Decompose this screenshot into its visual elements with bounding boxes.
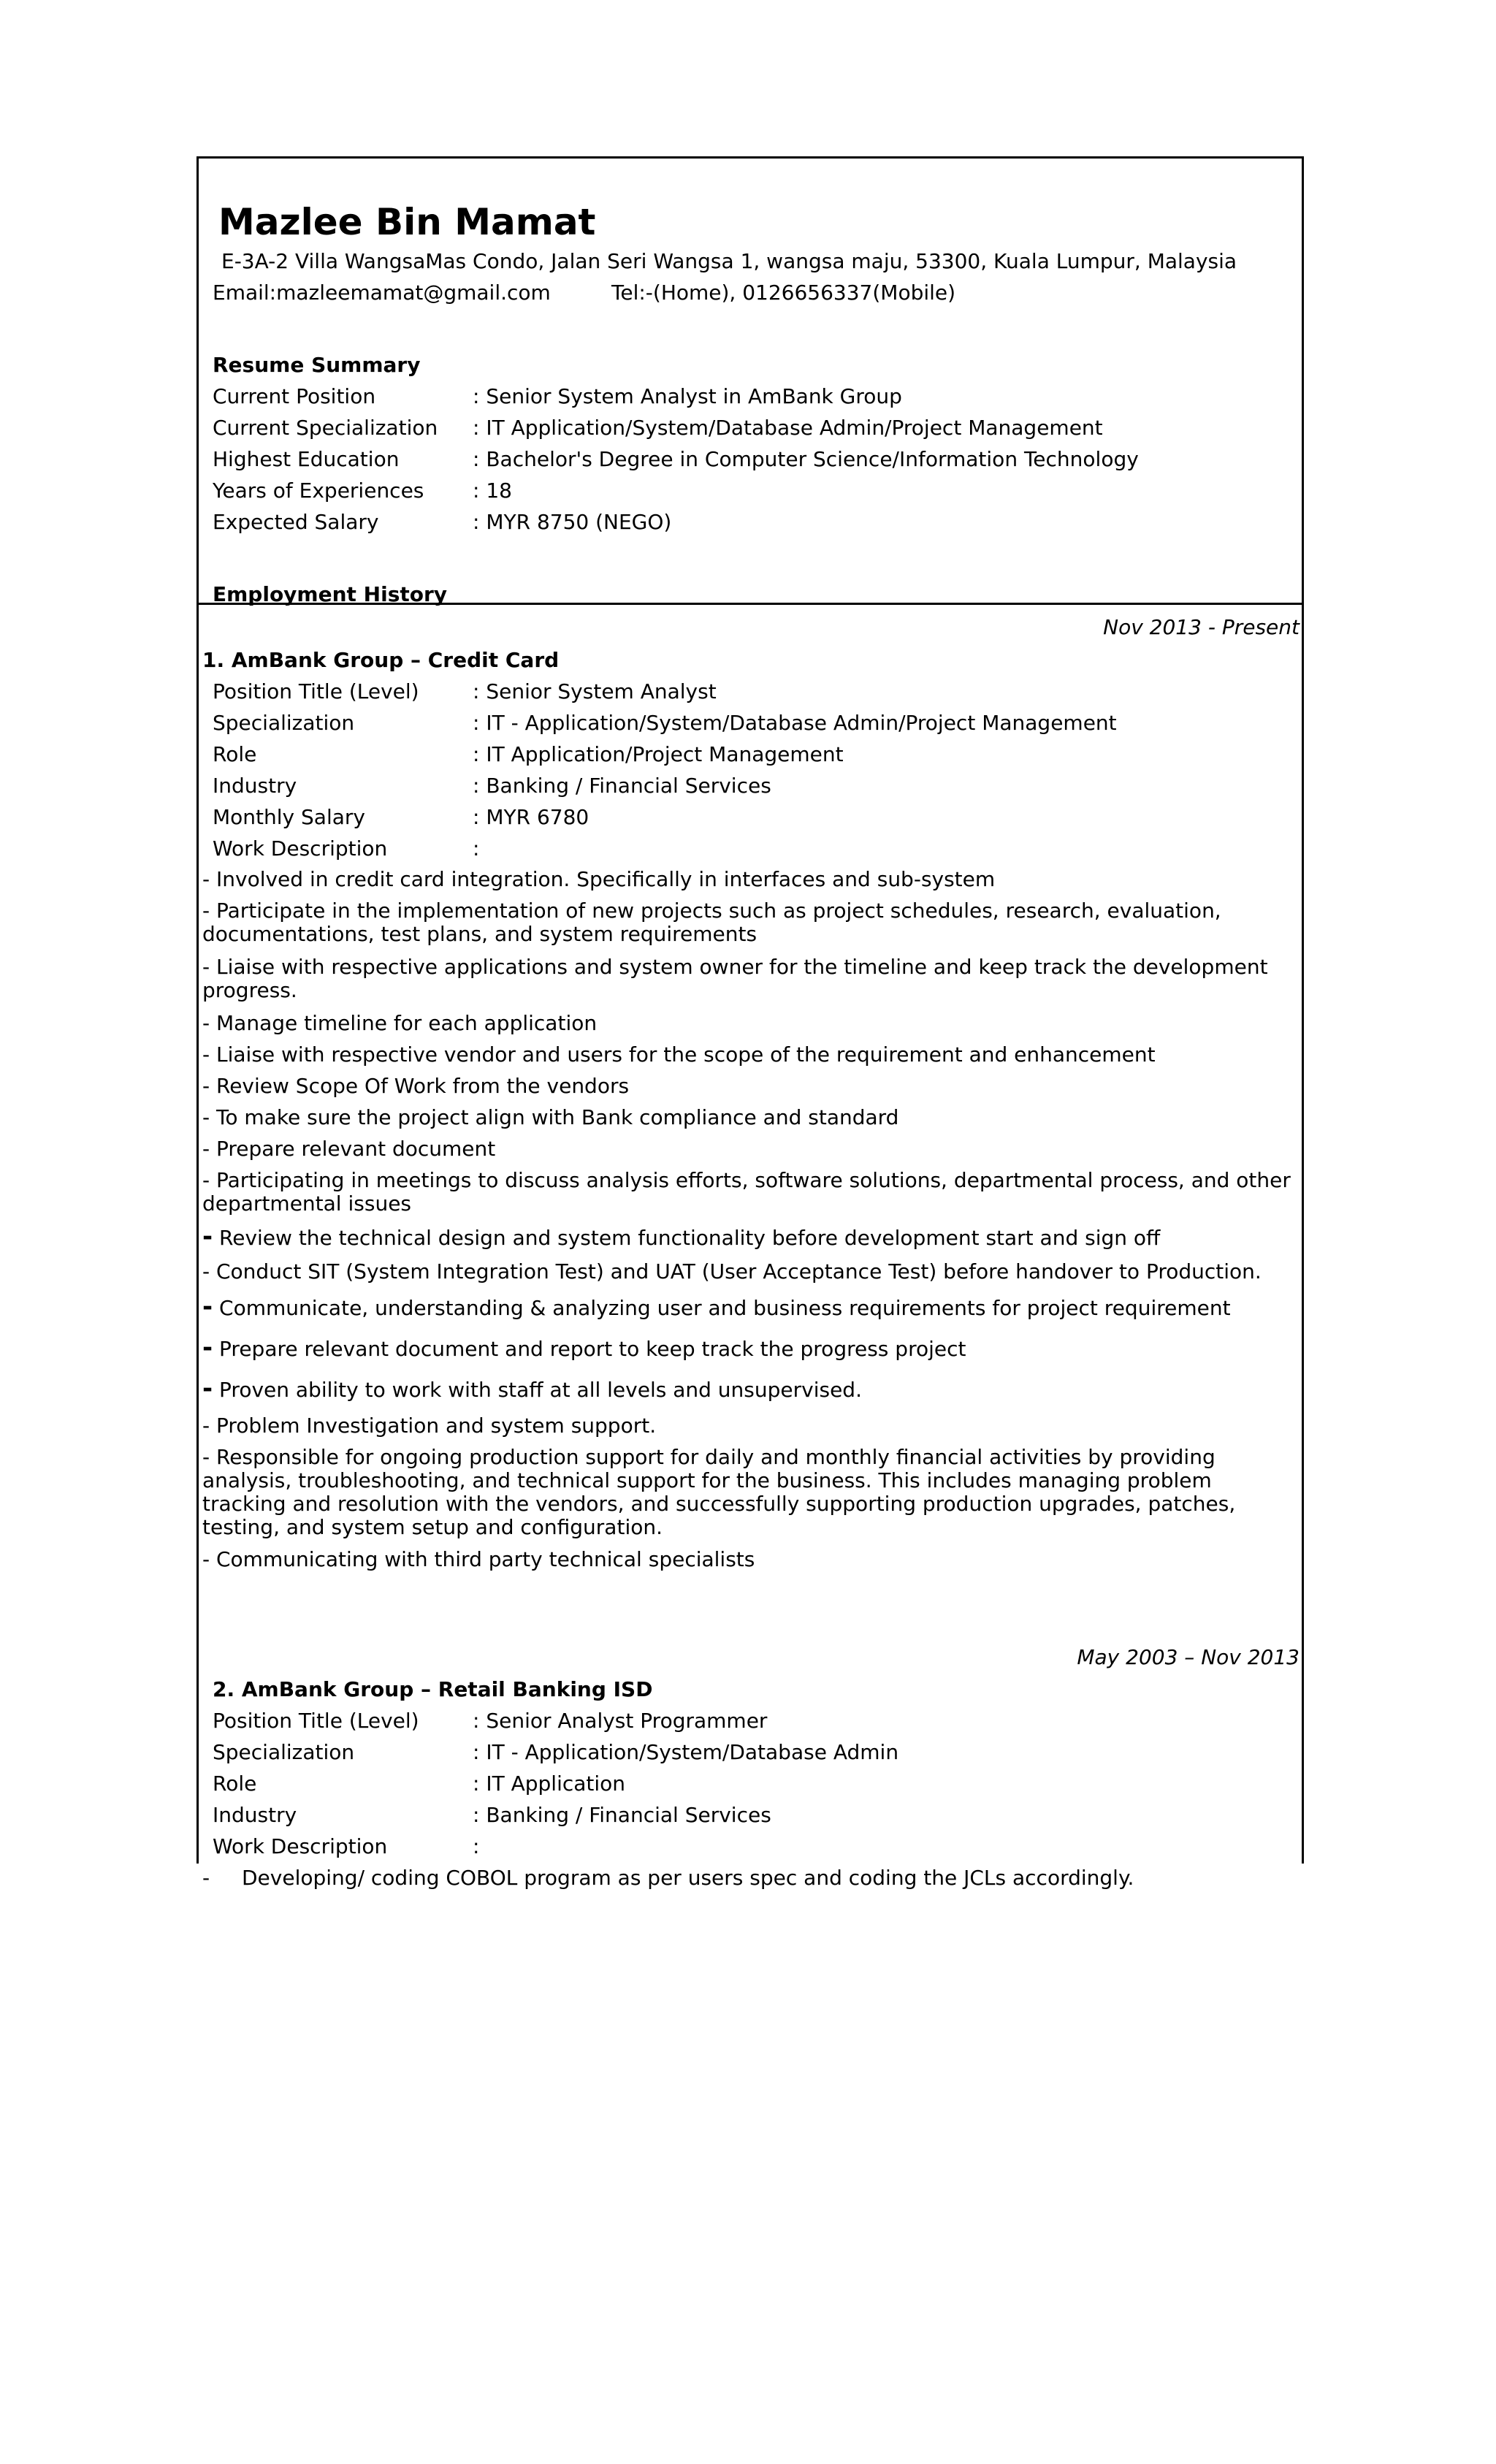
bullet-dash: - bbox=[202, 1333, 213, 1362]
job1-title: 1. AmBank Group – Credit Card bbox=[202, 648, 560, 672]
summary-label: Expected Salary bbox=[213, 510, 379, 534]
duty-item: - Liaise with respective vendor and users for the scope of the requirement and enhancement bbox=[202, 1042, 1156, 1067]
email: Email:mazleemamat@gmail.com bbox=[213, 281, 551, 305]
job-value: : MYR 6780 bbox=[473, 805, 589, 829]
resume-header-box bbox=[196, 156, 1304, 605]
duty-item bbox=[202, 1374, 1298, 1403]
job-label: Position Title (Level) bbox=[213, 679, 419, 703]
employment-history-heading: Employment History bbox=[213, 582, 448, 606]
duty-item: - Liaise with respective applications and system owner for the timeline and keep track the development progress. bbox=[202, 955, 1268, 1002]
bullet-dash: - bbox=[202, 1374, 213, 1403]
job-value: : IT Application/Project Management bbox=[473, 742, 844, 766]
duty-item: - To make sure the project align with Bank compliance and standard bbox=[202, 1105, 899, 1129]
summary-label: Years of Experiences bbox=[213, 478, 424, 503]
job-value: : IT - Application/System/Database Admin/Project Management bbox=[473, 711, 1117, 735]
duty-item: - Problem Investigation and system support. bbox=[202, 1414, 657, 1438]
duty-item bbox=[202, 1333, 1298, 1362]
job-label: Industry bbox=[213, 774, 297, 798]
job-label: Role bbox=[213, 742, 257, 766]
duty-item: - Responsible for ongoing production support for daily and monthly financial activities by providing analysis, troubleshooting, and technical support for the business. This includes managing problem tracking and resolution with the vendors, and successfully supporting production upgrades, patches, testing, and system setup and configuration. bbox=[202, 1445, 1236, 1539]
job-value: : IT Application bbox=[473, 1771, 626, 1796]
duty-text: Proven ability to work with staff at all levels and unsupervised. bbox=[219, 1378, 862, 1402]
job-value: : Senior System Analyst bbox=[473, 679, 717, 703]
summary-value: : 18 bbox=[473, 478, 512, 503]
duty-item: - Participate in the implementation of new projects such as project schedules, research, evaluation, documentations, test plans, and system requirements bbox=[202, 899, 1221, 946]
summary-value: : IT Application/System/Database Admin/Project Management bbox=[473, 416, 1103, 440]
job-label: Work Description bbox=[213, 836, 388, 861]
duty-text: Communicate, understanding & analyzing user and business requirements for project requirement bbox=[219, 1296, 1231, 1320]
bullet-dash: - bbox=[202, 1866, 210, 1890]
job-label: Role bbox=[213, 1771, 257, 1796]
job-value: : Senior Analyst Programmer bbox=[473, 1709, 768, 1733]
job-label: Specialization bbox=[213, 711, 355, 735]
duty-item bbox=[202, 1222, 1298, 1251]
employment-box bbox=[196, 605, 1304, 1890]
summary-label: Highest Education bbox=[213, 447, 400, 471]
duty-item: - Manage timeline for each application bbox=[202, 1011, 598, 1035]
summary-label: Current Position bbox=[213, 384, 376, 408]
summary-value: : Senior System Analyst in AmBank Group bbox=[473, 384, 902, 408]
job-label: Industry bbox=[213, 1803, 297, 1827]
candidate-name: Mazlee Bin Mamat bbox=[218, 201, 596, 243]
summary-label: Current Specialization bbox=[213, 416, 438, 440]
job-value: : Banking / Financial Services bbox=[473, 774, 771, 798]
bullet-dash: - bbox=[202, 1222, 213, 1251]
job-label: Position Title (Level) bbox=[213, 1709, 419, 1733]
duty-item bbox=[202, 1292, 1298, 1321]
duty-item: - Participating in meetings to discuss analysis efforts, software solutions, departmental process, and other departmental issues bbox=[202, 1168, 1291, 1216]
telephone: Tel:-(Home), 0126656337(Mobile) bbox=[611, 281, 956, 305]
duty-text: Prepare relevant document and report to keep track the progress project bbox=[219, 1337, 966, 1361]
summary-value: : MYR 8750 (NEGO) bbox=[473, 510, 672, 534]
job-value: : IT - Application/System/Database Admin bbox=[473, 1740, 899, 1764]
duty-text: Developing/ coding COBOL program as per users spec and coding the JCLs accordingly. bbox=[242, 1866, 1134, 1890]
duty-item: - Review Scope Of Work from the vendors bbox=[202, 1074, 630, 1098]
bullet-dash: - bbox=[202, 1292, 213, 1321]
resume-summary-heading: Resume Summary bbox=[213, 353, 421, 377]
address: E-3A-2 Villa WangsaMas Condo, Jalan Seri Wangsa 1, wangsa maju, 53300, Kuala Lumpur, Malaysia bbox=[221, 249, 1237, 273]
duty-item: - Conduct SIT (System Integration Test) and UAT (User Acceptance Test) before handover to Production. bbox=[202, 1259, 1262, 1284]
job-value: : bbox=[473, 836, 480, 861]
job-label: Monthly Salary bbox=[213, 805, 365, 829]
job2-period: May 2003 – Nov 2013 bbox=[1077, 1645, 1300, 1669]
summary-value: : Bachelor's Degree in Computer Science/Information Technology bbox=[473, 447, 1139, 471]
duty-text: Review the technical design and system functionality before development start and sign off bbox=[219, 1226, 1161, 1250]
duty-item: - Communicating with third party technical specialists bbox=[202, 1547, 755, 1571]
duty-item: - Involved in credit card integration. Specifically in interfaces and sub-system bbox=[202, 867, 996, 891]
job1-period: Nov 2013 - Present bbox=[1103, 615, 1300, 639]
job2-title: 2. AmBank Group – Retail Banking ISD bbox=[213, 1677, 653, 1701]
job-label: Work Description bbox=[213, 1834, 388, 1858]
resume-page bbox=[196, 156, 1304, 1890]
job-value: : Banking / Financial Services bbox=[473, 1803, 771, 1827]
job-label: Specialization bbox=[213, 1740, 355, 1764]
duty-item: - Prepare relevant document bbox=[202, 1137, 496, 1161]
job-value: : bbox=[473, 1834, 480, 1858]
